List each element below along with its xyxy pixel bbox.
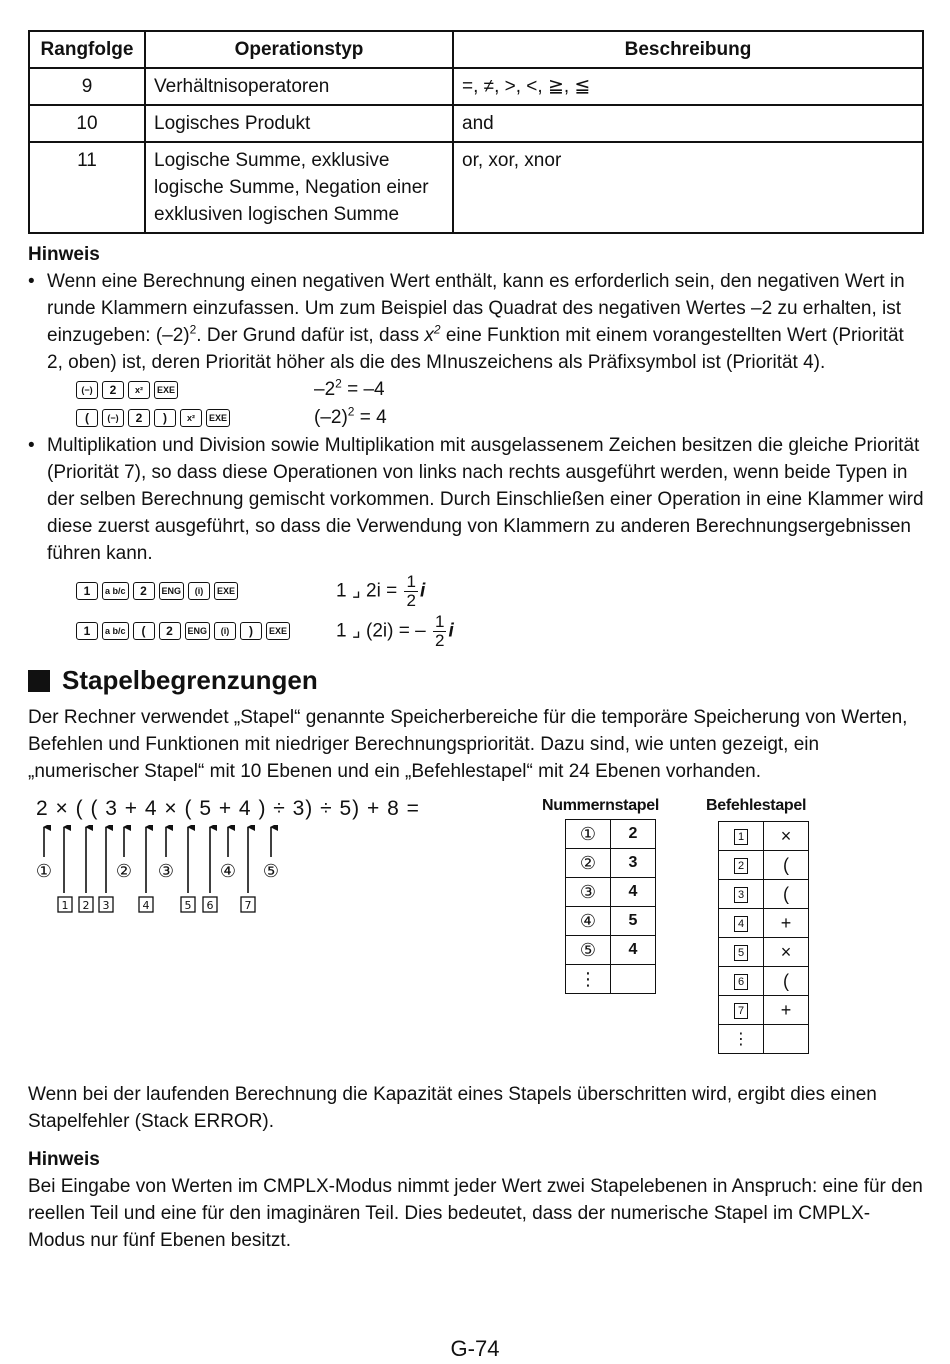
number-stack-title: Nummernstapel [542, 797, 660, 814]
key-sequence-example-2 [76, 404, 924, 432]
bullet-dot: • [28, 435, 35, 456]
command-stack-title: Befehlestapel [706, 797, 807, 814]
exe-key-icon: EXE [266, 622, 290, 640]
calc-result: 1 ⌟ (2i) = – $\frac{1}{2}$ i [336, 611, 454, 650]
bullet-text: Wenn eine Berechnung einen negativen Wert enthält, kann es erforderlich sein, den negativen Wert in runde Klammern einzufassen. Um zum Beispiel das Quadrat des negativen Wertes –2 zu erhalten, ist einzugeben: (–2) [47, 271, 905, 346]
cell-description: =, ≠, >, <, ≧, ≦ [453, 68, 923, 105]
table-row: ① 2 [566, 820, 656, 849]
section-title: Stapelbegrenzungen [62, 665, 318, 695]
eng-key-icon: ENG [159, 582, 185, 600]
variable-x: $x^2$ [424, 322, 441, 346]
table-row: 6 ( [719, 967, 809, 996]
table-row [29, 68, 923, 105]
note-title: Hinweis [28, 1149, 100, 1170]
stack-diagram [28, 797, 924, 1067]
x-squared-key-icon: x² [180, 409, 202, 427]
table-row: 4 + [719, 909, 809, 938]
imaginary-key-icon: (i) [188, 582, 210, 600]
two-key-icon: 2 [133, 582, 155, 600]
cell-rank: 10 [29, 105, 145, 142]
table-row: ⋮ [719, 1025, 809, 1054]
num-marker: ③ [157, 861, 175, 882]
exe-key-icon: EXE [206, 409, 230, 427]
x-squared-key-icon: x² [128, 381, 150, 399]
one-key-icon: 1 [76, 622, 98, 640]
cell-type: Logisches Produkt [145, 105, 453, 142]
superscript: 2 [189, 322, 197, 337]
one-key-icon: 1 [76, 582, 98, 600]
header-rank: Rangfolge [29, 31, 145, 68]
two-key-icon: 2 [159, 622, 181, 640]
calc-example-2 [76, 611, 924, 651]
section-intro: Der Rechner verwendet „Stapel“ genannte Speicherbereiche für die temporäre Speicherung von Werten, Befehlen und Funktionen mit niedriger Berechnungspriorität. Dazu sind, wie unten gezeigt, ein „numerischer Stapel“ mit 10 Ebenen und ein „Befehlestapel“ mit 24 Ebenen vorhanden. [28, 707, 908, 782]
right-paren-key-icon: ) [240, 622, 262, 640]
bullet-dot: • [28, 271, 35, 292]
left-paren-key-icon: ( [133, 622, 155, 640]
table-row: ⑤ 4 [566, 936, 656, 965]
cmd-marker: 1 [61, 899, 69, 912]
example-result: $(-2)^2 = 4$ [314, 404, 387, 428]
two-key-icon: 2 [102, 381, 124, 399]
example-result: $-2^2 = -4$ [314, 376, 385, 400]
calc-result: 1 ⌟ 2i = $\frac{1}{2}$ i [336, 571, 426, 610]
cell-rank: 11 [29, 142, 145, 233]
table-row: ④ 5 [566, 907, 656, 936]
square-bullet-icon [28, 670, 50, 692]
stack-expression: 2 × ( ( 3 + 4 × ( 5 + 4 ) ÷ 3) ÷ 5) + 8 = [36, 797, 420, 820]
table-row: ③ 4 [566, 878, 656, 907]
cmd-marker: 4 [142, 899, 150, 912]
note-title: Hinweis [28, 244, 100, 265]
cell-description: and [453, 105, 923, 142]
fraction: $\frac{1}{2}$ [406, 571, 416, 610]
cmd-marker: 3 [102, 899, 110, 912]
key-sequence [76, 381, 314, 399]
cell-description: or, xor, xnor [453, 142, 923, 233]
note-cmplx-text: Bei Eingabe von Werten im CMPLX-Modus nimmt jeder Wert zwei Stapelebenen in Anspruch: eine für den reellen Teil und eine für den imaginären Teil. Dies bedeutet, dass der numerische Stapel im CMPLX-Modus nur fünf Ebenen besitzt. [28, 1176, 923, 1251]
cmd-marker: 2 [82, 899, 90, 912]
number-stack-table [565, 819, 656, 994]
fraction-key-icon: a b/c [102, 622, 129, 640]
table-row: ⋮ [566, 965, 656, 994]
table-row: 5 × [719, 938, 809, 967]
header-description: Beschreibung [453, 31, 923, 68]
imaginary-key-icon: (i) [214, 622, 236, 640]
table-row: ② 3 [566, 849, 656, 878]
bullet-text: eine Funktion mit einem vorangestellten Wert (Priorität 2, oben) ist, deren Priorität höher als die des MInuszeichens als Präfixsymbol ist (Priorität 4). [47, 325, 904, 373]
two-key-icon: 2 [128, 409, 150, 427]
fraction-key-icon: a b/c [102, 582, 129, 600]
table-row [29, 142, 923, 233]
cell-type: Verhältnisoperatoren [145, 68, 453, 105]
key-sequence-example-1 [76, 376, 924, 404]
cell-rank: 9 [29, 68, 145, 105]
exe-key-icon: EXE [214, 582, 238, 600]
negative-key-icon: (−) [76, 381, 98, 399]
cmd-marker: 6 [206, 899, 214, 912]
key-sequence [76, 409, 314, 427]
note-bullet-negative-values [28, 268, 924, 376]
table-row [29, 105, 923, 142]
exe-key-icon: EXE [154, 381, 178, 399]
note-bullet-multiplication [28, 432, 924, 567]
bullet-text: Multiplikation und Division sowie Multiplikation mit ausgelassenem Zeichen besitzen die gleiche Priorität (Priorität 7), so dass diese Operationen von links nach rechts ausgeführt werden, wenn beide Typen in der selben Berechnung gemischt vorkommen. Durch Einschließen einer Operation in eine Klammer wird diese zuerst ausgeführt, so dass die Verwendung von Klammern zu anderen Berechnungsergebnissen führen kann. [47, 435, 924, 564]
table-row: 3 ( [719, 880, 809, 909]
negative-key-icon: (−) [102, 409, 124, 427]
table-row: 7 + [719, 996, 809, 1025]
num-marker: ① [35, 861, 53, 882]
num-marker: ② [115, 861, 133, 882]
command-stack-table [718, 821, 809, 1054]
left-paren-key-icon: ( [76, 409, 98, 427]
key-sequence [76, 622, 336, 640]
right-paren-key-icon: ) [154, 409, 176, 427]
fraction: $\frac{1}{2}$ [434, 611, 445, 650]
num-marker: ⑤ [262, 861, 280, 882]
bullet-text: . Der Grund dafür ist, dass [196, 325, 425, 346]
cmd-marker: 7 [244, 899, 252, 912]
eng-key-icon: ENG [185, 622, 211, 640]
calc-example-1 [76, 571, 924, 611]
manual-page [28, 30, 924, 1254]
stack-arrows [28, 825, 508, 945]
stack-error-text: Wenn bei der laufenden Berechnung die Kapazität eines Stapels überschritten wird, ergibt dies einen Stapelfehler (Stack ERROR). [28, 1084, 877, 1132]
page-number: G-74 [450, 1336, 500, 1361]
table-header-row [29, 31, 923, 68]
num-marker: ④ [219, 861, 237, 882]
header-type: Operationstyp [145, 31, 453, 68]
section-heading [28, 665, 924, 696]
key-sequence [76, 582, 336, 600]
cell-type: Logische Summe, exklusive logische Summe, Negation einer exklusiven logischen Summe [145, 142, 453, 233]
table-row: 2 ( [719, 851, 809, 880]
cmd-marker: 5 [184, 899, 192, 912]
table-row: 1 × [719, 822, 809, 851]
priority-table [28, 30, 924, 234]
